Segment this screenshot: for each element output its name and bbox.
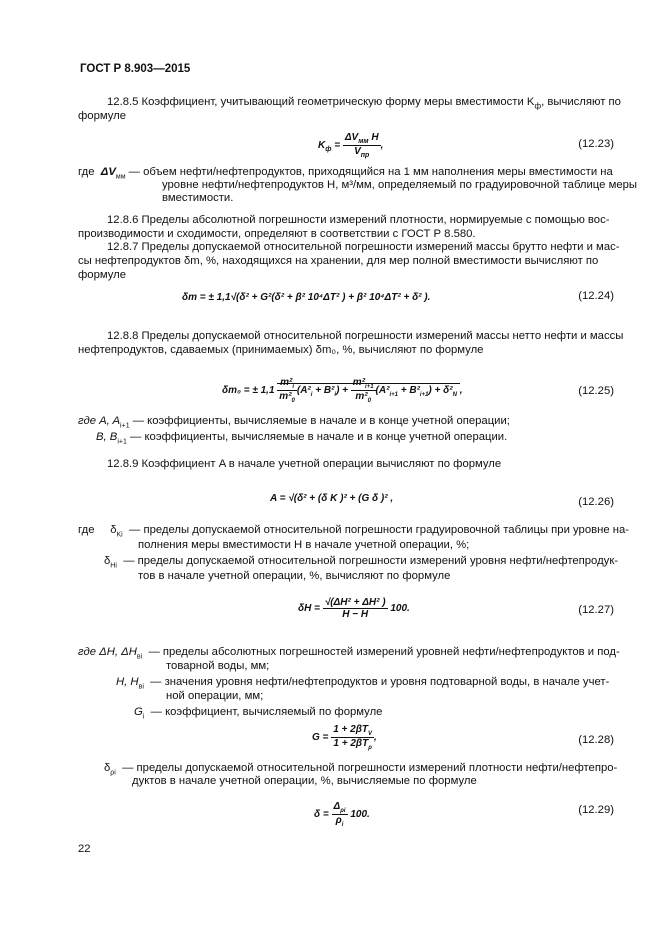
where-3-line-4: тов в начале учетной операции, %, вычисляют по формуле	[138, 570, 451, 582]
equation-number-12-28: (12.28)	[578, 734, 614, 746]
formula-12-23-fraction: $\frac{\Delta V_{мм} H}{V_{пр}}$	[344, 132, 379, 159]
formula-12-23: $K_ф$ = $\frac{\Delta V_{мм} H}{V_{пр}}$ ,	[318, 132, 384, 159]
equation-number-12-26: (12.26)	[578, 496, 614, 508]
equation-number-12-27: (12.27)	[578, 604, 614, 616]
equation-number-12-25: (12.25)	[578, 385, 614, 397]
paragraph-12-8-6-line-1: 12.8.6 Пределы абсолютной погрешности измерений плотности, нормируемые с помощью вос-	[107, 214, 610, 226]
where-2-line-1: где A, $A_{i+1}$ — коэффициенты, вычисляемые в начале и в конце учетной операции;	[78, 415, 510, 430]
page-number: 22	[78, 843, 91, 855]
where-4-line-4: ной операции, мм;	[166, 690, 264, 702]
where-3-line-2: полнения меры вместимости H в начале учетной операции, %;	[138, 539, 470, 551]
formula-12-28: G = $\frac{1 + 2\beta T_V}{1 + 2\beta T_\rho}$ ,	[312, 724, 377, 751]
formula-12-26: A = √(δ² + (δ K )² + (G δ )² ,	[270, 493, 394, 504]
where-4-line-2: товарной воды, мм;	[166, 660, 270, 672]
formula-12-24: δm = ± 1,1√(δ² + G²(δ² + β² 10⁴ΔT² ) + β² 10⁴ΔT² + δ² ).	[182, 292, 431, 303]
where-1-line-3: вместимости.	[162, 192, 234, 204]
formula-12-25-sqrt: $\frac{m^2_i}{m^2_0}$ $(A^2_i + B^2_i)$ + $\frac{m^2_{i+1}}{m^2_0}$ $(A^2_{i+1} + B^2_{i+1}) + \delta^2_N$	[277, 383, 459, 396]
paragraph-12-8-8-line-1: 12.8.8 Пределы допускаемой относительной погрешности измерений массы нетто нефти и массы	[107, 330, 624, 342]
formula-12-29: δ = $\frac{\Delta_{\rho i}}{\rho_i}$ 100.	[314, 801, 370, 828]
equation-number-12-24: (12.24)	[578, 290, 614, 302]
where-3-line-3: $\delta_{Hi}$ — пределы допускаемой относительной погрешности измерений уровня нефти/нефтепродук-	[104, 555, 619, 570]
paragraph-12-8-7-line-3: формуле	[78, 269, 127, 281]
where-3-line-1: где $\delta_{Ki}$ — пределы допускаемой относительной погрешности градуировочной таблицы при уровне на-	[78, 524, 630, 539]
paragraph-12-8-8-line-2: нефтепродуктов, сдаваемых (принимаемых) δm₀, %, вычисляют по формуле	[78, 344, 484, 356]
where-4-line-1: где ΔH, $\Delta H_{вi}$ — пределы абсолютных погрешностей измерений уровней нефти/нефтепродуктов и под-	[78, 646, 620, 661]
where-1-line-1: где $\Delta V_{мм}$ — объем нефти/нефтепродуктов, приходящийся на 1 мм наполнения меры вместимости на	[78, 166, 613, 181]
equation-number-12-23: (12.23)	[578, 138, 614, 150]
formula-12-27: δH = $\frac{\text{√(ΔH² + ΔH² )}}{H - H}$ 100.	[298, 597, 410, 620]
paragraph-12-8-9-line-1: 12.8.9 Коэффициент A в начале учетной операции вычисляют по формуле	[107, 458, 502, 470]
paragraph-12-8-5-line-1: 12.8.5 Коэффициент, учитывающий геометрическую форму меры вместимости $K_ф$, вычисляют по	[107, 96, 621, 111]
equation-number-12-29: (12.29)	[578, 804, 614, 816]
paragraph-12-8-6-line-2: производимости и сходимости, определяют в соответствии с ГОСТ Р 8.580.	[78, 228, 476, 240]
page-header: ГОСТ Р 8.903—2015	[80, 63, 191, 75]
paragraph-12-8-7-line-2: сы нефтепродуктов δm, %, находящихся на хранении, для мер полной вместимости вычисляют по	[78, 255, 599, 267]
where-5-line-2: дуктов в начале учетной операции, %, вычисляемые по формуле	[132, 775, 477, 787]
where-4-line-3: H, $H_{вi}$ — значения уровня нефти/нефтепродуктов и уровня подтоварной воды, в начале учет-	[116, 676, 610, 691]
where-2-line-2: B, $B_{i+1}$ — коэффициенты, вычисляемые в начале и в конце учетной операции.	[96, 431, 508, 446]
paragraph-12-8-5-line-2: формуле	[78, 110, 127, 122]
paragraph-12-8-7-line-1: 12.8.7 Пределы допускаемой относительной погрешности измерений массы брутто нефти и мас-	[107, 241, 620, 253]
where-5-line-1: $\delta_{\rho i}$ — пределы допускаемой относительной погрешности измерений плотности нефти/нефтепро-	[104, 762, 618, 777]
where-4-line-5: $G_i$ — коэффициент, вычисляемый по формуле	[134, 706, 383, 721]
formula-12-25: δm₀ = ± 1,1 $\frac{m^2_i}{m^2_0}$ $(A^2_i + B^2_i)$ + $\frac{m^2_{i+1}}{m^2_0}$ $(A^2_{i+1} + B^2_{i+1}) + \delta^2_N$ ,	[222, 377, 463, 404]
where-1-line-2: уровне нефти/нефтепродуктов H, м³/мм, определяемый по градуировочной таблице меры	[162, 179, 638, 191]
